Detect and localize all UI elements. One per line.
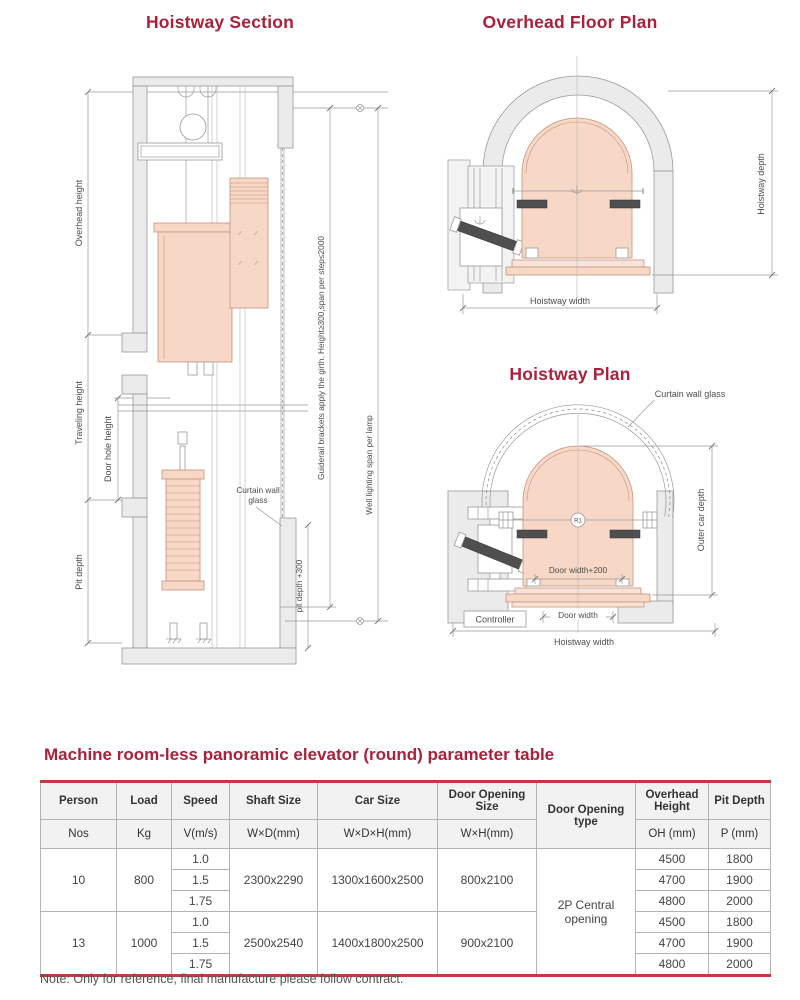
lamp-symbol-icon <box>357 618 364 625</box>
table-cell: 1.0 <box>172 849 230 870</box>
elevator-car-section <box>154 223 236 375</box>
unit-shaft: W×D(mm) <box>230 820 318 849</box>
door-hole-height-label: Door hole height <box>103 415 113 483</box>
curtain-wall-glass-section <box>281 148 284 518</box>
table-cell: 1.5 <box>172 870 230 891</box>
parameter-table-title: Machine room-less panoramic elevator (round) parameter table <box>44 745 555 764</box>
overhead-floor-plan-title: Overhead Floor Plan <box>482 12 658 32</box>
table-cell: 1.5 <box>172 933 230 954</box>
table-cell: 1800 <box>709 912 771 933</box>
unit-oh: OH (mm) <box>636 820 709 849</box>
door-width-200-label: Door width+200 <box>548 565 608 575</box>
table-cell: 1.75 <box>172 891 230 912</box>
table-cell: 13 <box>41 912 117 976</box>
door-width-label: Door width <box>558 610 598 620</box>
unit-pit: P (mm) <box>709 820 771 849</box>
hoistway-width-label-plan: Hoistway width <box>553 637 615 647</box>
header-shaft-size: Shaft Size <box>230 782 318 820</box>
section-left-dim <box>85 89 122 646</box>
outer-car-depth-label: Outer car depth <box>696 488 706 552</box>
controller-label: Controller <box>475 614 515 625</box>
table-cell: 1800 <box>709 849 771 870</box>
car-plan-overhead <box>506 118 650 275</box>
pit-buffers <box>166 623 211 643</box>
table-cell: 2000 <box>709 954 771 976</box>
table-cell: 1000 <box>117 912 172 976</box>
lamp-symbol-icon <box>357 105 364 112</box>
hoistway-plan-title: Hoistway Plan <box>509 364 631 384</box>
r1-label: R1 <box>574 518 582 525</box>
guiderail-brackets-label: Guiderail brackets apply the girth. Height≥300,span per step≤2000 <box>316 236 326 480</box>
hoistway-section-drawing <box>74 75 398 667</box>
well-lighting-label: Well lighting span per lamp <box>364 415 374 515</box>
machine-beam <box>138 143 222 160</box>
curtain-wall-glass-label <box>236 485 282 526</box>
table-cell: 2500x2540 <box>230 912 318 976</box>
header-speed: Speed <box>172 782 230 820</box>
header-load: Load <box>117 782 172 820</box>
unit-car: W×D×H(mm) <box>318 820 438 849</box>
header-car-size: Car Size <box>318 782 438 820</box>
table-cell: 4800 <box>636 891 709 912</box>
table-cell: 2P Central opening <box>537 849 636 976</box>
svg-text:glass: glass <box>248 495 268 505</box>
table-cell: 4500 <box>636 912 709 933</box>
well-lighting-dim <box>285 105 388 625</box>
table-cell: 4700 <box>636 870 709 891</box>
unit-speed: V(m/s) <box>172 820 230 849</box>
header-door-opening-size: Door Opening Size <box>438 782 537 820</box>
table-cell: 2300x2290 <box>230 849 318 912</box>
drive-unit <box>230 178 268 308</box>
unit-nos: Nos <box>41 820 117 849</box>
unit-kg: Kg <box>117 820 172 849</box>
table-cell: 900x2100 <box>438 912 537 976</box>
table-cell: 1900 <box>709 933 771 954</box>
table-note: Note: Only for reference, final manufacture please follow contract. <box>40 972 404 986</box>
hoistway-width-dim-overhead <box>460 294 660 314</box>
hoisting-hooks-icon <box>178 86 216 97</box>
table-row <box>41 912 771 933</box>
pit-depth-300-dim <box>305 522 311 651</box>
table-cell: 800x2100 <box>438 849 537 912</box>
table-cell: 4700 <box>636 933 709 954</box>
header-person: Person <box>41 782 117 820</box>
svg-text:Curtain wall: Curtain wall <box>236 485 280 495</box>
hoistway-depth-label: Hoistway depth <box>756 153 766 215</box>
guide-rails <box>212 86 245 648</box>
header-overhead-height: Overhead Height <box>636 782 709 820</box>
pulley-icon <box>180 114 206 140</box>
table-cell: 10 <box>41 849 117 912</box>
table-cell: 1.75 <box>172 954 230 976</box>
hoistway-width-label-overhead: Hoistway width <box>529 296 591 306</box>
parameter-table <box>40 780 771 977</box>
curtain-wall-glass-label-plan <box>628 389 726 427</box>
table-row <box>41 849 771 870</box>
header-pit-depth: Pit Depth <box>709 782 771 820</box>
controller-area <box>464 611 526 627</box>
hoistway-section-title: Hoistway Section <box>145 12 295 32</box>
table-cell: 1900 <box>709 870 771 891</box>
pit-depth-300-label: pit depth +300 <box>294 559 304 613</box>
table-cell: 1400x1800x2500 <box>318 912 438 976</box>
table-cell: 800 <box>117 849 172 912</box>
table-cell: 2000 <box>709 891 771 912</box>
hoistway-plan-drawing <box>440 383 800 670</box>
table-cell: 4800 <box>636 954 709 976</box>
overhead-floor-plan-drawing <box>440 48 800 320</box>
header-door-opening-type: Door Opening type <box>537 782 636 849</box>
unit-door: W×H(mm) <box>438 820 537 849</box>
traveling-height-label: Traveling height <box>74 381 84 445</box>
table-cell: 4500 <box>636 849 709 870</box>
table-cell: 1.0 <box>172 912 230 933</box>
table-cell: 1300x1600x2500 <box>318 849 438 912</box>
pit-depth-label: Pit depth <box>74 554 84 590</box>
counterweight <box>162 432 204 590</box>
svg-text:Curtain wall glass: Curtain wall glass <box>654 389 726 399</box>
overhead-height-label: Overhead height <box>74 179 84 247</box>
